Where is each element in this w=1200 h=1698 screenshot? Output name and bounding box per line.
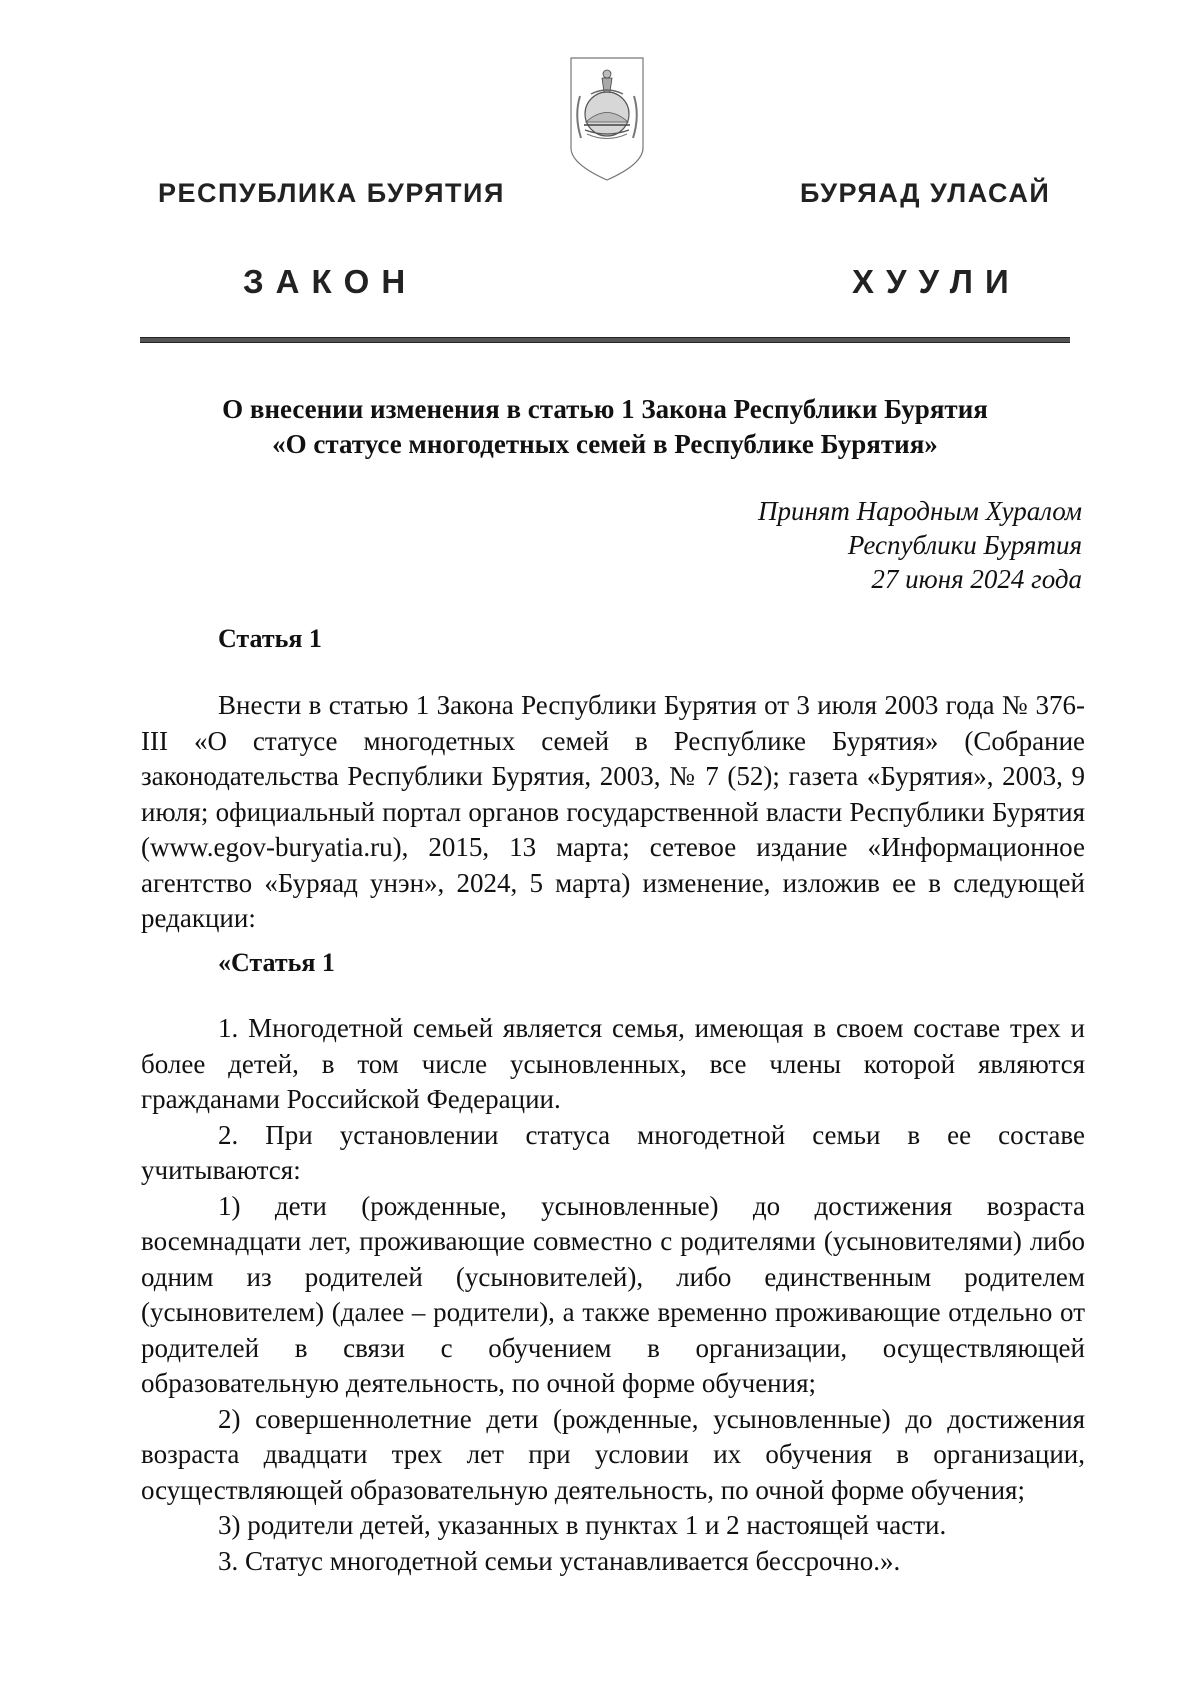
paragraph-1: 1. Многодетной семьей является семья, имеющая в своем составе трех и более детей, в том числе усыновленных, все члены которой являются гражданами Российской Федерации. <box>141 1013 1085 1114</box>
adoption-note <box>758 494 1082 596</box>
article-1-paragraph: Внести в статью 1 Закона Республики Бурятия от 3 июля 2003 года № 376-III «О статусе многодетных семей в Республике Бурятия» (Собрание законодательства Республики Бурятия, 2003, № 7 (52); газета «Бурятия», 2003, 9 июля; официальный портал органов государственной власти Республики Бурятия (www.egov-buryatia.ru), 2015, 13 марта; сетевое издание «Информационное агентство «Буряад унэн», 2024, 5 марта) изменение, изложив ее в следующей редакции: <box>141 690 1085 933</box>
title-line-1: О внесении изменения в статью 1 Закона Республики Бурятия <box>222 394 988 424</box>
law-label-russian: ЗАКОН <box>243 263 418 300</box>
law-label-buryat: ХУУЛИ <box>852 263 1021 300</box>
document-title <box>140 392 1070 462</box>
header-divider <box>140 337 1070 343</box>
paragraph-3: 3. Статус многодетной семьи устанавливается бессрочно.». <box>218 1545 901 1576</box>
adoption-date: 27 июня 2024 года <box>871 564 1082 594</box>
coat-of-arms-emblem <box>567 56 647 184</box>
paragraph-2-item-3: 3) родители детей, указанных в пунктах 1 и 2 настоящей части. <box>218 1510 947 1540</box>
title-line-2: «О статусе многодетных семей в Республике Бурятия» <box>272 429 938 459</box>
paragraph-2-item-2: 2) совершеннолетние дети (рожденные, усыновленные) до достижения возраста двадцати трех лет при условии их обучения в организации, осуществляющей образовательную деятельность, по очной форме обучения; <box>141 1403 1085 1505</box>
republic-name-russian: РЕСПУБЛИКА БУРЯТИЯ <box>158 178 505 208</box>
quoted-article-heading: «Статья 1 <box>218 948 335 977</box>
article-1-heading: Статья 1 <box>218 624 322 653</box>
article-1-body <box>141 688 1085 937</box>
quoted-article-body <box>141 1011 1085 1579</box>
republic-name-buryat: БУРЯАД УЛАСАЙ <box>800 178 1051 208</box>
paragraph-2-item-1: 1) дети (рожденные, усыновленные) до достижения возраста восемнадцати лет, проживающие совместно с родителями (усыновителями) либо одним из родителей (усыновителей), либо единственным родителем (усыновителем) (далее – родители), а также временно проживающие отдельно от родителей в связи с обучением в организации, осуществляющей образовательную деятельность, по очной форме обучения; <box>141 1190 1085 1398</box>
paragraph-2: 2. При установлении статуса многодетной семьи в ее составе учитываются: <box>141 1119 1085 1185</box>
adoption-line-1: Принят Народным Хуралом <box>757 496 1082 526</box>
adoption-line-2: Республики Бурятия <box>847 530 1082 560</box>
